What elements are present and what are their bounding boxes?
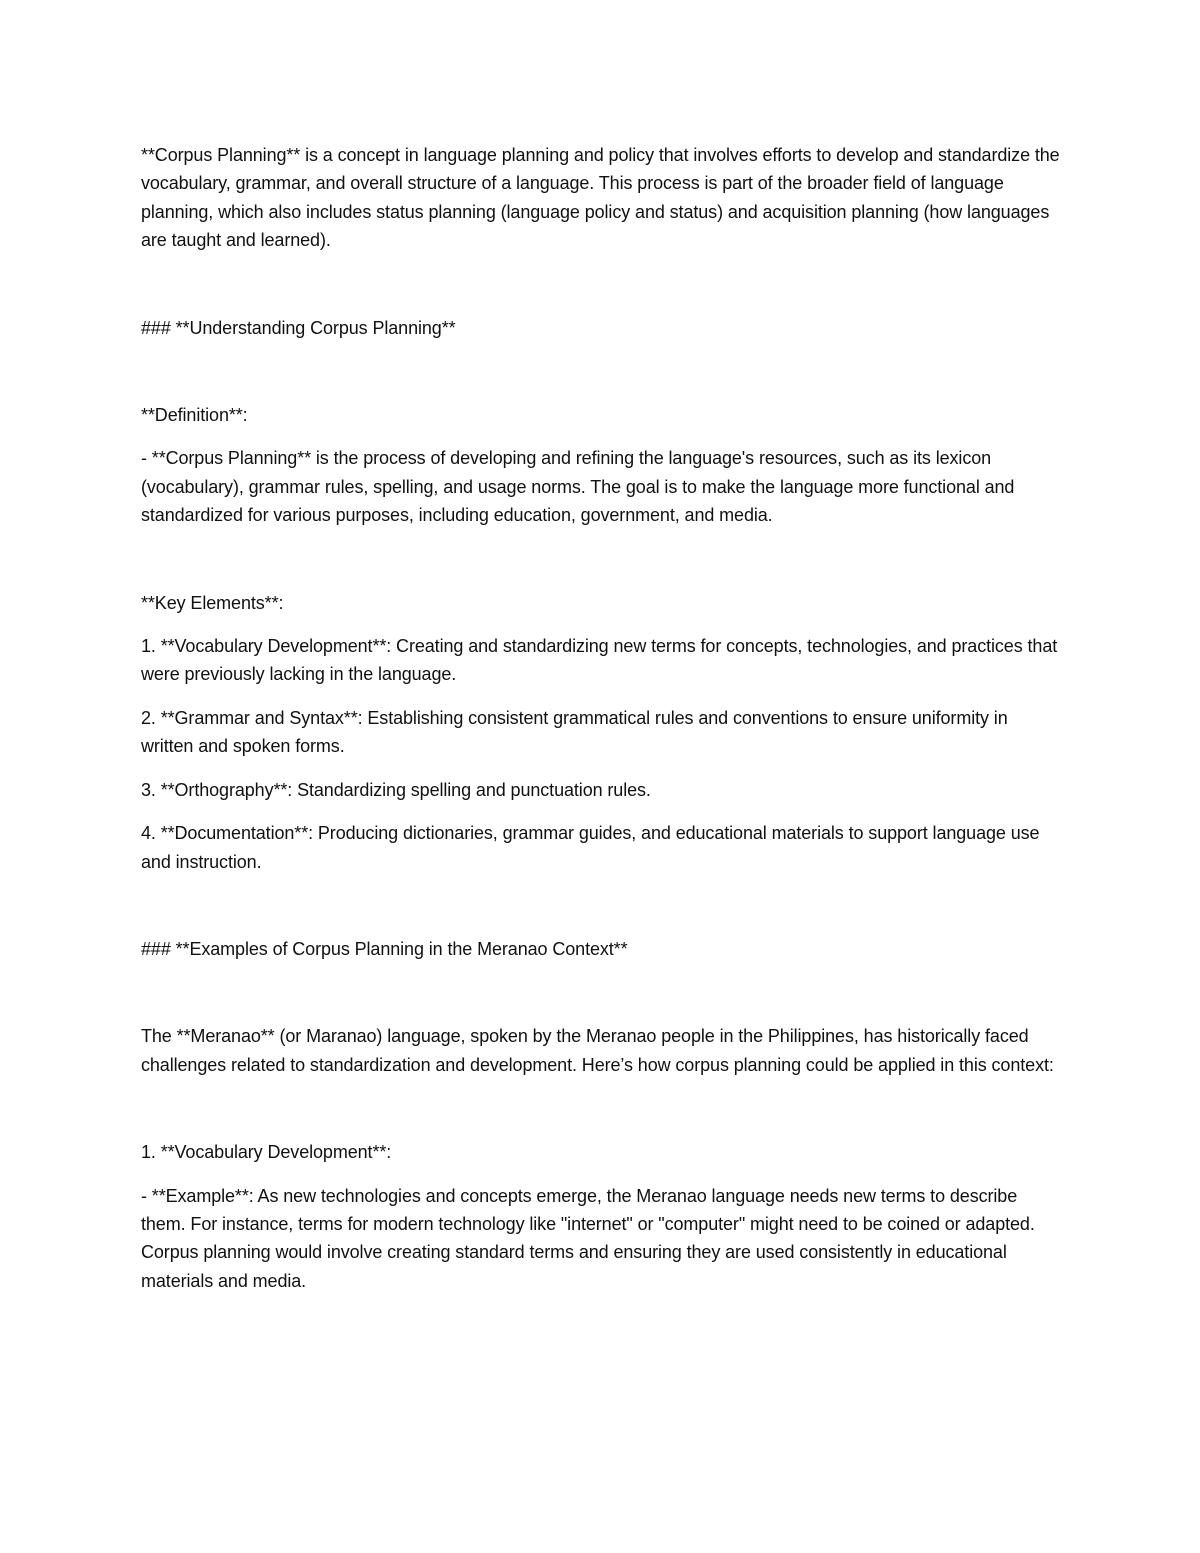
key-elements-label: **Key Elements**: xyxy=(141,592,284,613)
intro-paragraph: **Corpus Planning** is a concept in language planning and policy that involves efforts to develop and standardize the vocabulary, grammar, and overall structure of a language. This process is part of the broader field of language planning, which also includes status planning (language policy and status) and acquisition planning (how languages are taught and learned). xyxy=(141,145,1060,251)
key-element-1: 1. **Vocabulary Development**: Creating and standardizing new terms for concepts, technologies, and practices that were previously lacking in the language. xyxy=(141,636,1058,685)
example-item-text: - **Example**: As new technologies and concepts emerge, the Meranao language needs new terms to describe them. For instance, terms for modern technology like "internet" or "computer" might need to be coined or adapted. Corpus planning would involve creating standard terms and ensuring they are used consistently in educational materials and media. xyxy=(141,1185,1035,1291)
definition-label: **Definition**: xyxy=(141,405,248,426)
example-item-label: 1. **Vocabulary Development**: xyxy=(141,1142,392,1163)
heading-understanding: ### **Understanding Corpus Planning** xyxy=(141,317,456,338)
definition-text: - **Corpus Planning** is the process of developing and refining the language's resources, such as its lexicon (vocabulary), grammar rules, spelling, and usage norms. The goal is to make the language more functional and standardized for various purposes, including education, government, and media. xyxy=(141,448,1015,526)
key-element-3: 3. **Orthography**: Standardizing spelling and punctuation rules. xyxy=(141,779,651,800)
key-element-2: 2. **Grammar and Syntax**: Establishing consistent grammatical rules and conventions to ensure uniformity in written and spoken forms. xyxy=(141,707,1008,757)
heading-examples: ### **Examples of Corpus Planning in the Meranao Context** xyxy=(141,938,628,959)
document-body xyxy=(141,141,1061,1295)
meranao-intro: The **Meranao** (or Maranao) language, spoken by the Meranao people in the Philippines, has historically faced challenges related to standardization and development. Here’s how corpus planning could be applied in this context: xyxy=(141,1026,1054,1075)
key-element-4: 4. **Documentation**: Producing dictionaries, grammar guides, and educational materials to support language use and instruction. xyxy=(141,823,1040,872)
